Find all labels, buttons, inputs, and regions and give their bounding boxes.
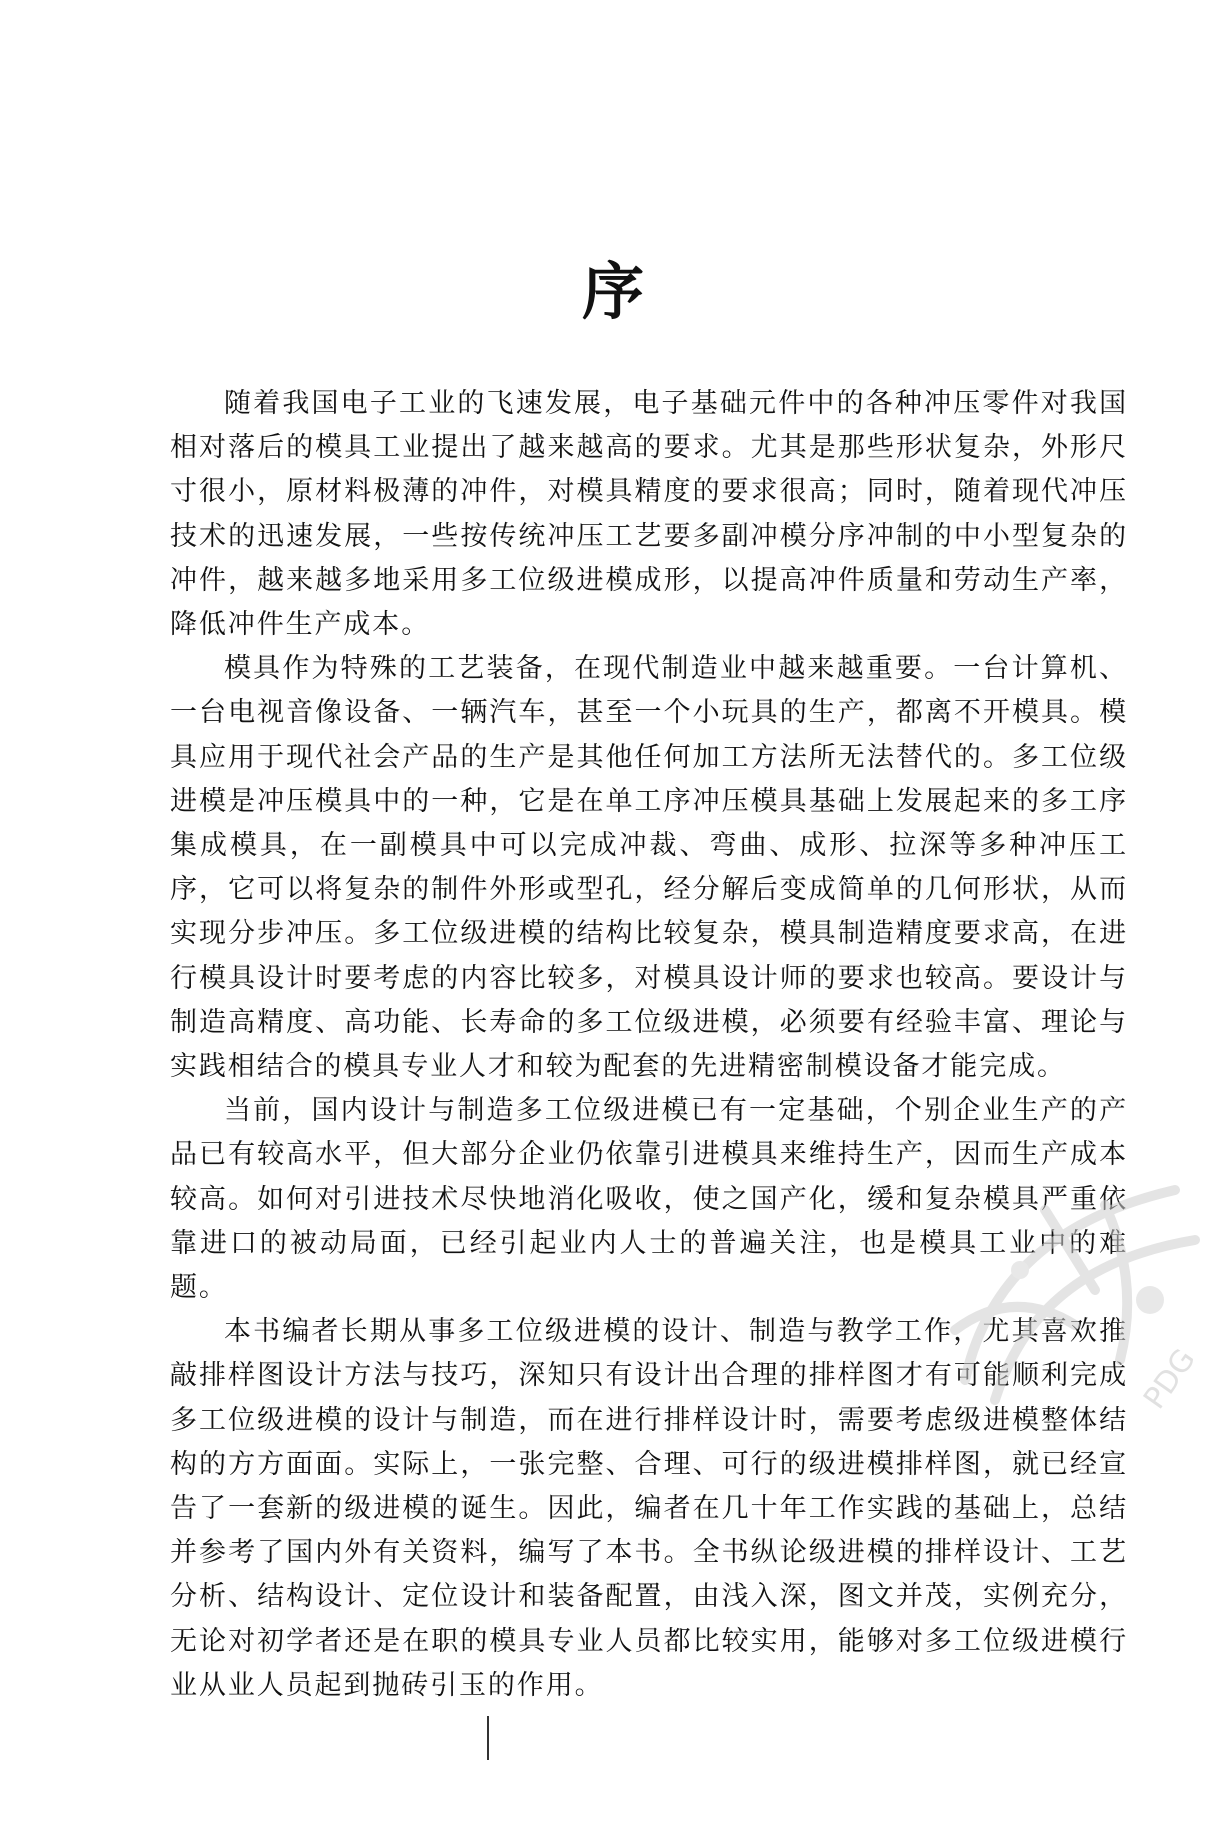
page-title: 序: [581, 255, 646, 328]
paragraph-2: 模具作为特殊的工艺装备，在现代制造业中越来越重要。一台计算机、一台电视音像设备、一辆汽车，甚至一个小玩具的生产，都离不开模具。模具应用于现代社会产品的生产是其他任何加工方法所无法替代的。多工位级进模是冲压模具中的一种，它是在单工序冲压模具基础上发展起来的多工序集成模具，在一副模具中可以完成冲裁、弯曲、成形、拉深等多种冲压工序，它可以将复杂的制件外形或型孔，经分解后变成简单的几何形状，从而实现分步冲压。多工位级进模的结构比较复杂，模具制造精度要求高，在进行模具设计时要考虑的内容比较多，对模具设计师的要求也较高。要设计与制造高精度、高功能、长寿命的多工位级进模，必须要有经验丰富、理论与实践相结合的模具专业人才和较为配套的先进精密制模设备才能完成。: [170, 653, 1128, 1083]
preface-body: [170, 382, 1128, 1708]
watermark-text: PDG: [1137, 1342, 1203, 1416]
pdg-watermark-icon: [925, 1150, 1215, 1420]
paragraph-3: 当前，国内设计与制造多工位级进模已有一定基础，个别企业生产的产品已有较高水平，但大部分企业仍依靠引进模具来维持生产，因而生产成本较高。如何对引进技术尽快地消化吸收，使之国产化，缓和复杂模具严重依靠进口的被动局面，已经引起业内人士的普遍关注，也是模具工业中的难题。: [170, 1095, 1128, 1304]
paragraph-1: 随着我国电子工业的飞速发展，电子基础元件中的各种冲压零件对我国相对落后的模具工业提出了越来越高的要求。尤其是那些形状复杂，外形尺寸很小，原材料极薄的冲件，对模具精度的要求很高；同时，随着现代冲压技术的迅速发展，一些按传统冲压工艺要多副冲模分序冲制的中小型复杂的冲件，越来越多地采用多工位级进模成形，以提高冲件质量和劳动生产率，降低冲件生产成本。: [170, 388, 1128, 641]
page-number-mark: [487, 1716, 489, 1760]
paragraph-4: 本书编者长期从事多工位级进模的设计、制造与教学工作，尤其喜欢推敲排样图设计方法与技巧，深知只有设计出合理的排样图才有可能顺利完成多工位级进模的设计与制造，而在进行排样设计时，需要考虑级进模整体结构的方方面面。实际上，一张完整、合理、可行的级进模排样图，就已经宣告了一套新的级进模的诞生。因此，编者在几十年工作实践的基础上，总结并参考了国内外有关资料，编写了本书。全书纵论级进模的排样设计、工艺分析、结构设计、定位设计和装备配置，由浅入深，图文并茂，实例充分，无论对初学者还是在职的模具专业人员都比较实用，能够对多工位级进模行业从业人员起到抛砖引玉的作用。: [170, 1316, 1128, 1701]
